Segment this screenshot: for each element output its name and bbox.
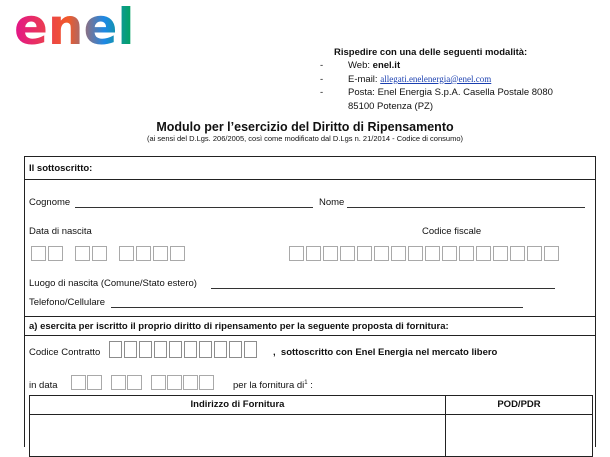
divider <box>25 179 595 180</box>
cognome-label: Cognome <box>29 197 71 208</box>
date-digit-box[interactable] <box>170 246 185 261</box>
codice-fiscale-char-box[interactable] <box>340 246 355 261</box>
date-digit-box[interactable] <box>183 375 198 390</box>
contract-char-box[interactable] <box>169 341 182 358</box>
contract-char-box[interactable] <box>214 341 227 358</box>
date-digit-box[interactable] <box>153 246 168 261</box>
codice-fiscale-char-box[interactable] <box>476 246 491 261</box>
in-data-label: in data <box>29 380 58 391</box>
pod-pdr-header: POD/PDR <box>497 399 541 410</box>
indirizzo-header: Indirizzo di Fornitura <box>190 399 285 410</box>
date-digit-box[interactable] <box>87 375 102 390</box>
section-sottoscritto-header: Il sottoscritto: <box>29 163 93 174</box>
date-digit-box[interactable] <box>71 375 86 390</box>
fornitura-table <box>29 395 593 457</box>
web-link[interactable]: enel.it <box>372 60 401 72</box>
nome-label: Nome <box>319 197 345 208</box>
codice-fiscale-char-box[interactable] <box>357 246 372 261</box>
codice-fiscale-char-box[interactable] <box>510 246 525 261</box>
contract-char-box[interactable] <box>154 341 167 358</box>
contract-char-box[interactable] <box>139 341 152 358</box>
codice-fiscale-char-box[interactable] <box>527 246 542 261</box>
divider <box>25 316 595 317</box>
date-digit-box[interactable] <box>199 375 214 390</box>
date-digit-box[interactable] <box>167 375 182 390</box>
codice-fiscale-char-box[interactable] <box>323 246 338 261</box>
date-digit-box[interactable] <box>111 375 126 390</box>
codice-fiscale-char-box[interactable] <box>442 246 457 261</box>
instruction-web: - Web: enel.it <box>320 60 401 72</box>
logo-text: enel <box>14 4 135 52</box>
contract-char-box[interactable] <box>184 341 197 358</box>
luogo-nascita-label: Luogo di nascita (Comune/Stato estero) <box>29 278 197 289</box>
divider <box>25 335 595 336</box>
form-subtitle: (ai sensi del D.Lgs. 206/2005, così come modificato dal D.Lgs n. 21/2014 - Codice di consumo) <box>146 134 463 143</box>
contract-char-box[interactable] <box>109 341 122 358</box>
codice-fiscale-char-box[interactable] <box>459 246 474 261</box>
codice-fiscale-char-box[interactable] <box>544 246 559 261</box>
table-row-divider <box>30 414 592 415</box>
instruction-email: - E-mail: allegati.enelenergia@enel.com <box>320 73 492 85</box>
date-digit-box[interactable] <box>127 375 142 390</box>
table-col-divider <box>445 396 446 456</box>
form-title: Modulo per l’esercizio del Diritto di Ripensamento <box>156 120 454 134</box>
date-digit-box[interactable] <box>136 246 151 261</box>
codice-fiscale-char-box[interactable] <box>306 246 321 261</box>
codice-fiscale-char-box[interactable] <box>391 246 406 261</box>
instruction-post-city: 85100 Potenza (PZ) <box>348 100 434 112</box>
email-link[interactable]: allegati.enelenergia@enel.com <box>380 73 492 84</box>
contract-char-box[interactable] <box>124 341 137 358</box>
section-a-header: a) esercita per iscritto il proprio diritto di ripensamento per la seguente proposta di fornitura: <box>29 321 449 332</box>
date-digit-box[interactable] <box>119 246 134 261</box>
codice-fiscale-char-box[interactable] <box>374 246 389 261</box>
luogo-nascita-field[interactable] <box>211 288 555 289</box>
telefono-label: Telefono/Cellulare <box>29 297 106 308</box>
form-frame <box>24 156 596 447</box>
data-nascita-label: Data di nascita <box>29 226 92 237</box>
date-digit-box[interactable] <box>48 246 63 261</box>
instructions-title: Rispedire con una delle seguenti modalità: <box>334 47 528 58</box>
nome-field[interactable] <box>347 207 585 208</box>
date-digit-box[interactable] <box>75 246 90 261</box>
codice-fiscale-char-box[interactable] <box>289 246 304 261</box>
enel-logo <box>14 4 154 52</box>
date-digit-box[interactable] <box>92 246 107 261</box>
codice-fiscale-char-box[interactable] <box>493 246 508 261</box>
telefono-field[interactable] <box>111 307 523 308</box>
codice-fiscale-label: Codice fiscale <box>422 226 482 237</box>
cognome-field[interactable] <box>75 207 313 208</box>
instruction-post: - Posta: Enel Energia S.p.A. Casella Postale 8080 <box>320 87 553 99</box>
sottoscritto-text: , sottoscritto con Enel Energia nel mercato libero <box>273 347 498 358</box>
contract-char-box[interactable] <box>244 341 257 358</box>
codice-contratto-label: Codice Contratto <box>29 347 101 358</box>
return-instructions <box>320 46 553 113</box>
codice-fiscale-char-box[interactable] <box>425 246 440 261</box>
contract-char-box[interactable] <box>229 341 242 358</box>
per-fornitura-label: per la fornitura $di^1$ : <box>233 380 313 392</box>
contract-char-box[interactable] <box>199 341 212 358</box>
date-digit-box[interactable] <box>31 246 46 261</box>
codice-fiscale-char-box[interactable] <box>408 246 423 261</box>
date-digit-box[interactable] <box>151 375 166 390</box>
